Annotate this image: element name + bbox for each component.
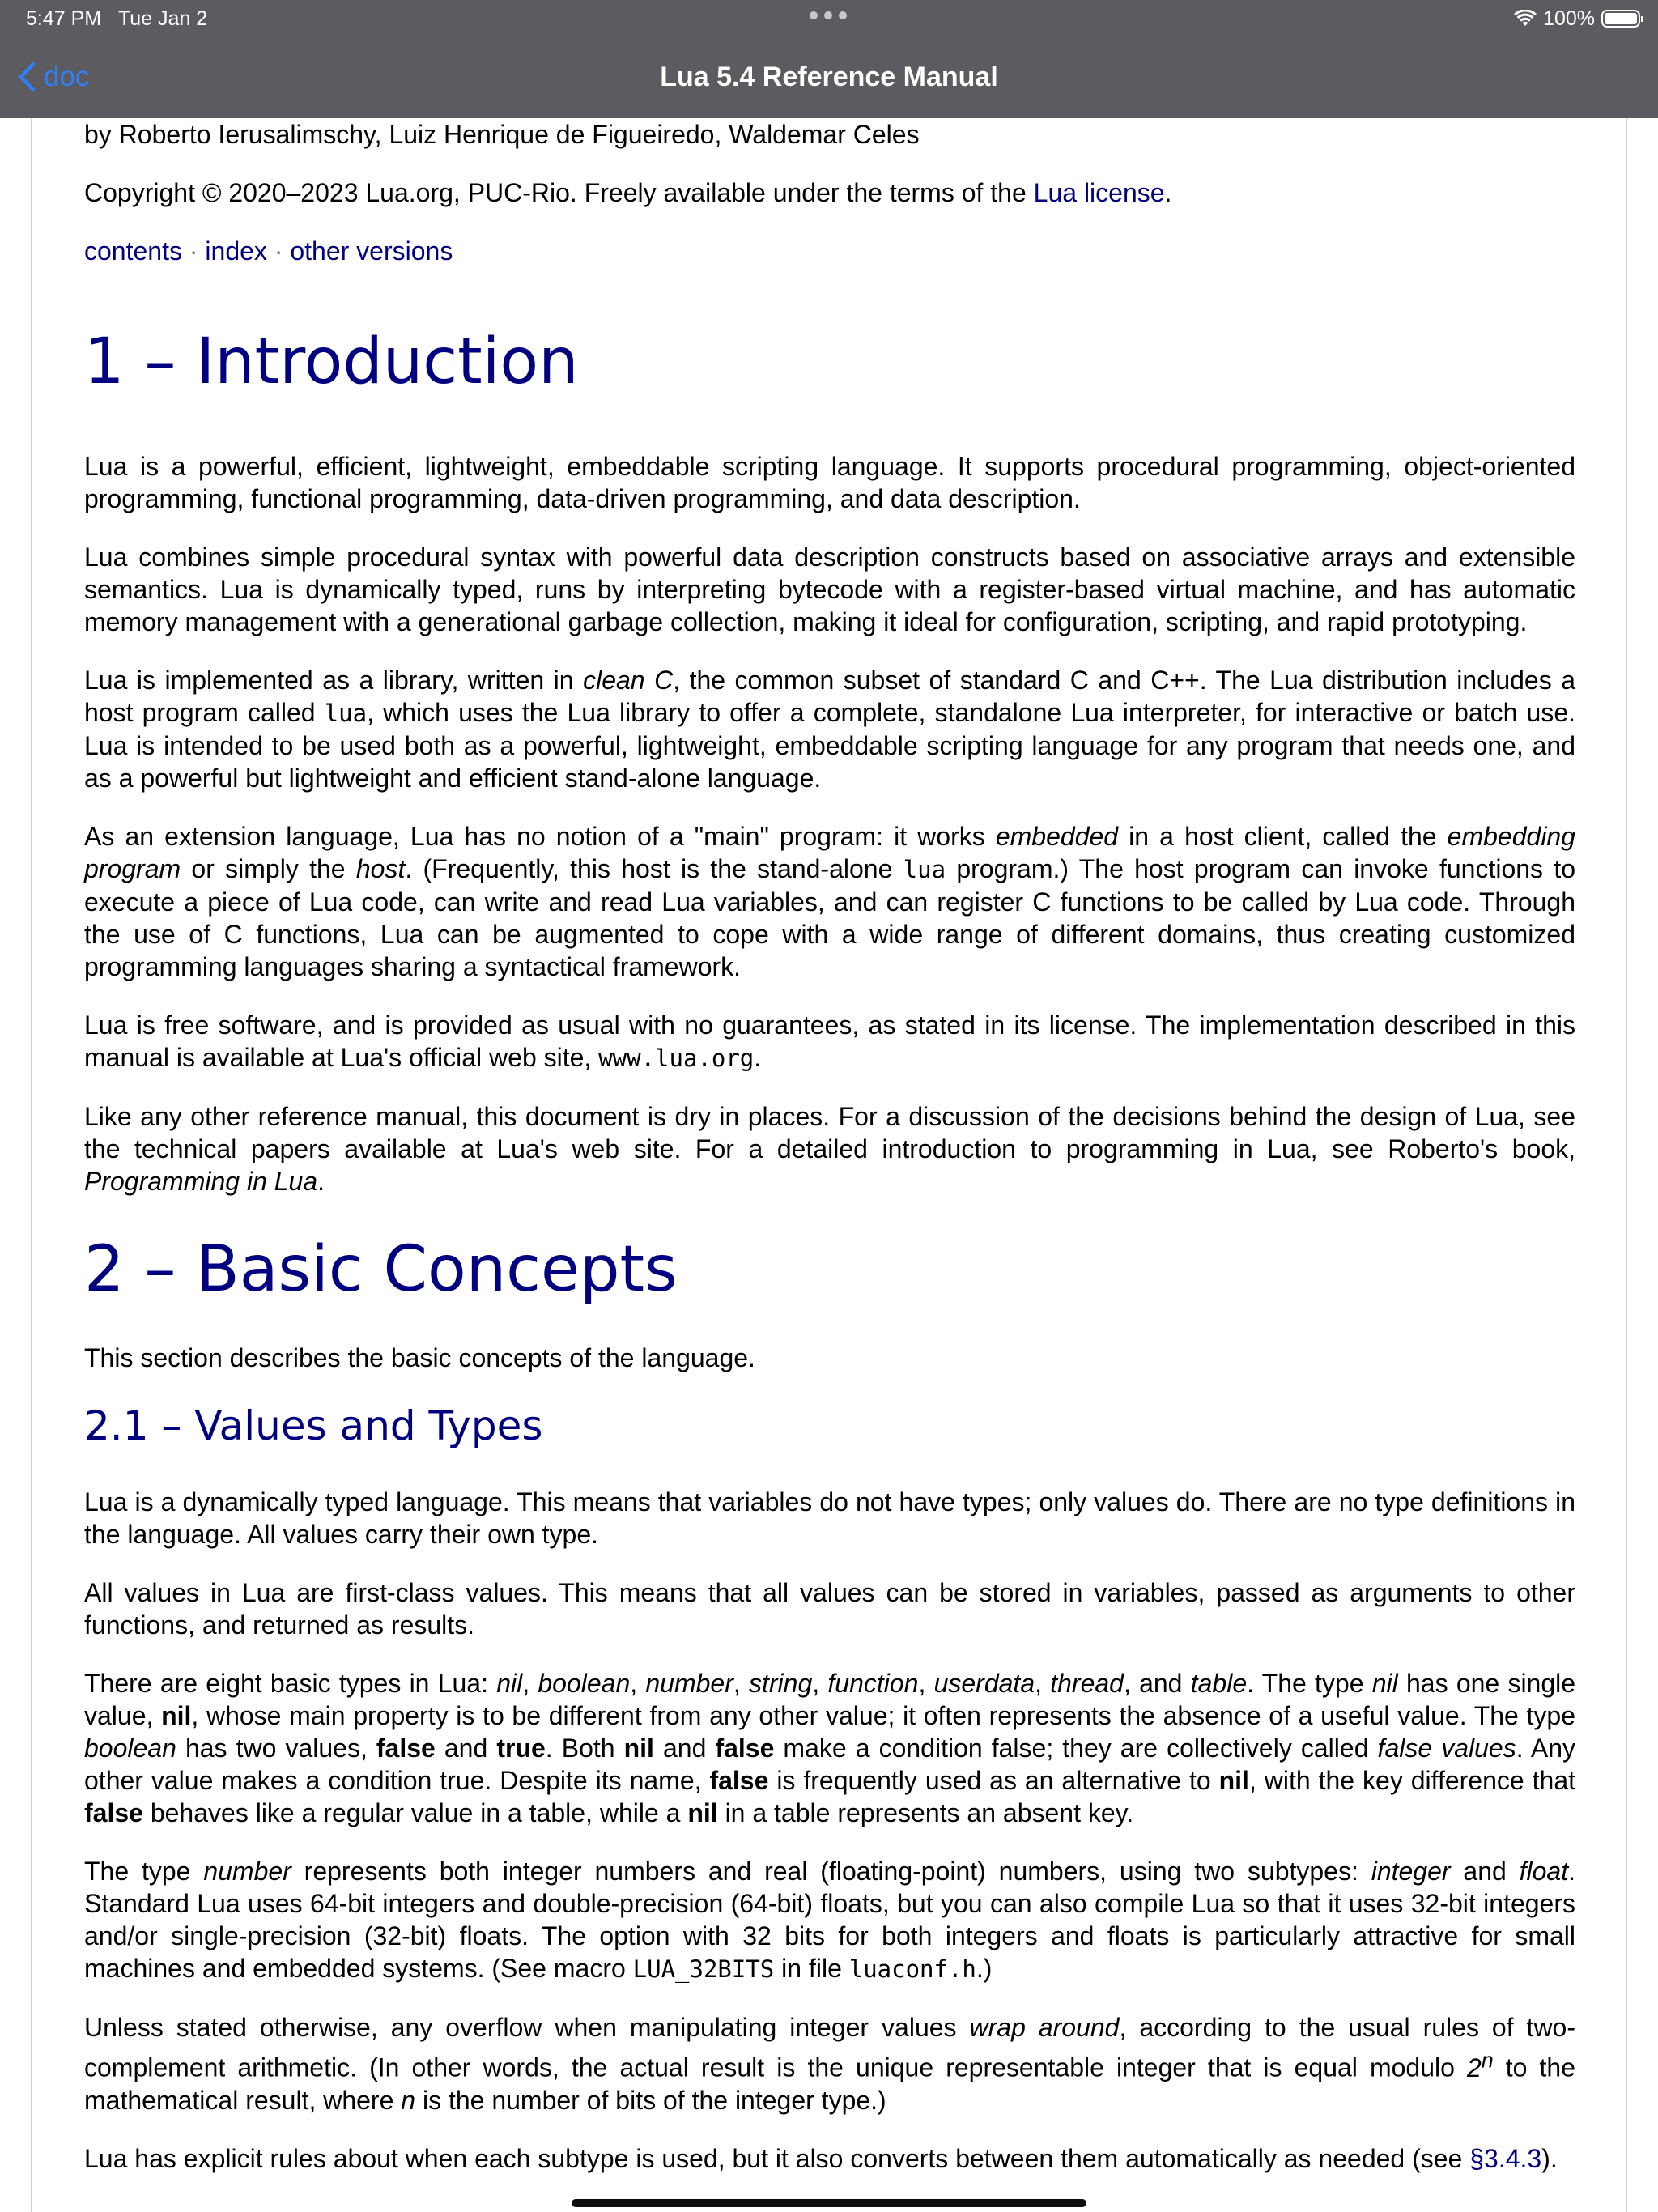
- paragraph: Like any other reference manual, this document is dry in places. For a discussion of the decisions behind the design of Lua, see the technical papers available at Lua's web site. For a detailed introduction to programming in Lua, see Roberto's book, Programming in Lua.: [84, 1102, 1575, 1196]
- contents-link[interactable]: contents: [84, 236, 182, 266]
- back-label: doc: [44, 61, 90, 92]
- paragraph: Lua has explicit rules about when each subtype is used, but it also converts between them automatically as needed (see §3.4.3).: [84, 2143, 1558, 2173]
- paragraph: The type number represents both integer numbers and real (floating-point) numbers, using two subtypes: integer and float. Standard Lua uses 64-bit integers and double-precision (64-bit) floats, but you can also compile Lua so that it uses 32-bit integers and/or single-precision (32-bit) floats. The option with 32 bits for both integers and floats is particularly attractive for small machines and embedded systems. (See macro LUA_32BITS in file luaconf.h.): [84, 1857, 1575, 1983]
- status-time: 5:47 PM: [26, 7, 102, 30]
- other-versions-link[interactable]: other versions: [290, 236, 453, 266]
- paragraph: Unless stated otherwise, any overflow when manipulating integer values wrap around, according to the usual rules of two-complement arithmetic. (In other words, the actual result is the unique representable integer that is equal modulo 2$^n$ to the mathematical result, where n is the number of bits of the integer type.): [84, 2013, 1576, 2115]
- index-link[interactable]: index: [205, 236, 267, 266]
- home-indicator[interactable]: [572, 2199, 1086, 2207]
- wifi-icon: [1514, 10, 1537, 28]
- copyright-text: Copyright © 2020–2023 Lua.org, PUC-Rio. Freely available under the terms of the: [84, 178, 1027, 207]
- paragraph: Lua is free software, and is provided as usual with no guarantees, as stated in its license. The implementation described in this manual is available at Lua's official web site, www.lua.org.: [84, 1010, 1575, 1072]
- paragraph: As an extension language, Lua has no notion of a "main" program: it works embedded in a host client, called the embedding program or simply the host. (Frequently, this host is the stand-alone lua program.) The host program can invoke functions to execute a piece of Lua code, can write and read Lua variables, and can register C functions to be called by Lua code. Through the use of C functions, Lua can be augmented to cope with a wide range of different domains, thus creating customized programming languages sharing a syntactical framework.: [84, 822, 1576, 981]
- battery-percent: 100%: [1543, 6, 1595, 30]
- section-link[interactable]: §3.4.3: [1469, 2143, 1542, 2173]
- page-title: Lua 5.4 Reference Manual: [660, 62, 998, 92]
- link-separator: ·: [266, 236, 291, 266]
- copyright-period: .: [1164, 178, 1172, 207]
- paragraph: There are eight basic types in Lua: nil, boolean, number, string, function, userdata, thread, and table. The type nil has one single value, nil, whose main property is to be different from any other value; it often represents the absence of a useful value. The type boolean has two values, false and true. Both nil and false make a condition false; they are collectively called false values. Any other value makes a condition true. Despite its name, false is frequently used as an alternative to nil, with the key difference that false behaves like a regular value in a table, while a nil in a table represents an absent key.: [84, 1669, 1576, 1827]
- multitasking-dots-icon[interactable]: [810, 11, 847, 21]
- status-bar: [0, 0, 1658, 39]
- battery-icon: [1601, 10, 1640, 28]
- manual-nav-links: [84, 235, 1575, 267]
- subsection-heading-values-and-types: 2.1 – Values and Types: [84, 1402, 543, 1449]
- paragraph: Lua combines simple procedural syntax with powerful data description constructs based on associative arrays and extensible semantics. Lua is dynamically typed, runs by interpreting bytecode with a register-based virtual machine, and has automatic memory management with a generational garbage collection, making it ideal for configuration, scripting, and rapid prototyping.: [84, 542, 1575, 636]
- paragraph: This section describes the basic concepts of the language.: [84, 1343, 755, 1372]
- navigation-bar: [0, 39, 1658, 118]
- authors: by Roberto Ierusalimschy, Luiz Henrique de Figueiredo, Waldemar Celes: [84, 120, 920, 149]
- status-date: Tue Jan 2: [117, 7, 208, 30]
- section-heading-basic-concepts: 2 – Basic Concepts: [84, 1233, 678, 1306]
- paragraph: Lua is a dynamically typed language. This means that variables do not have types; only values do. There are no type definitions in the language. All values carry their own type.: [84, 1487, 1575, 1549]
- section-heading-introduction: 1 – Introduction: [84, 325, 579, 398]
- status-time-date: [26, 7, 207, 31]
- paragraph: Lua is implemented as a library, written in clean C, the common subset of standard C and C++. The Lua distribution includes a host program called lua, which uses the Lua library to offer a complete, standalone Lua interpreter, for interactive or batch use. Lua is intended to be used both as a powerful, lightweight, embeddable scripting language for any program that needs one, and as a powerful but lightweight and efficient stand-alone language.: [84, 666, 1576, 793]
- status-right: [1514, 5, 1640, 32]
- license-link[interactable]: Lua license: [1033, 178, 1165, 207]
- copyright: [84, 177, 1575, 209]
- link-separator: ·: [181, 236, 206, 266]
- paragraph: Lua is a powerful, efficient, lightweight, embeddable scripting language. It supports procedural programming, object-oriented programming, functional programming, data-driven programming, and data description.: [84, 452, 1575, 513]
- document-content[interactable]: [31, 118, 1627, 2212]
- paragraph: All values in Lua are first-class values. This means that all values can be stored in variables, passed as arguments to other functions, and returned as results.: [84, 1578, 1575, 1640]
